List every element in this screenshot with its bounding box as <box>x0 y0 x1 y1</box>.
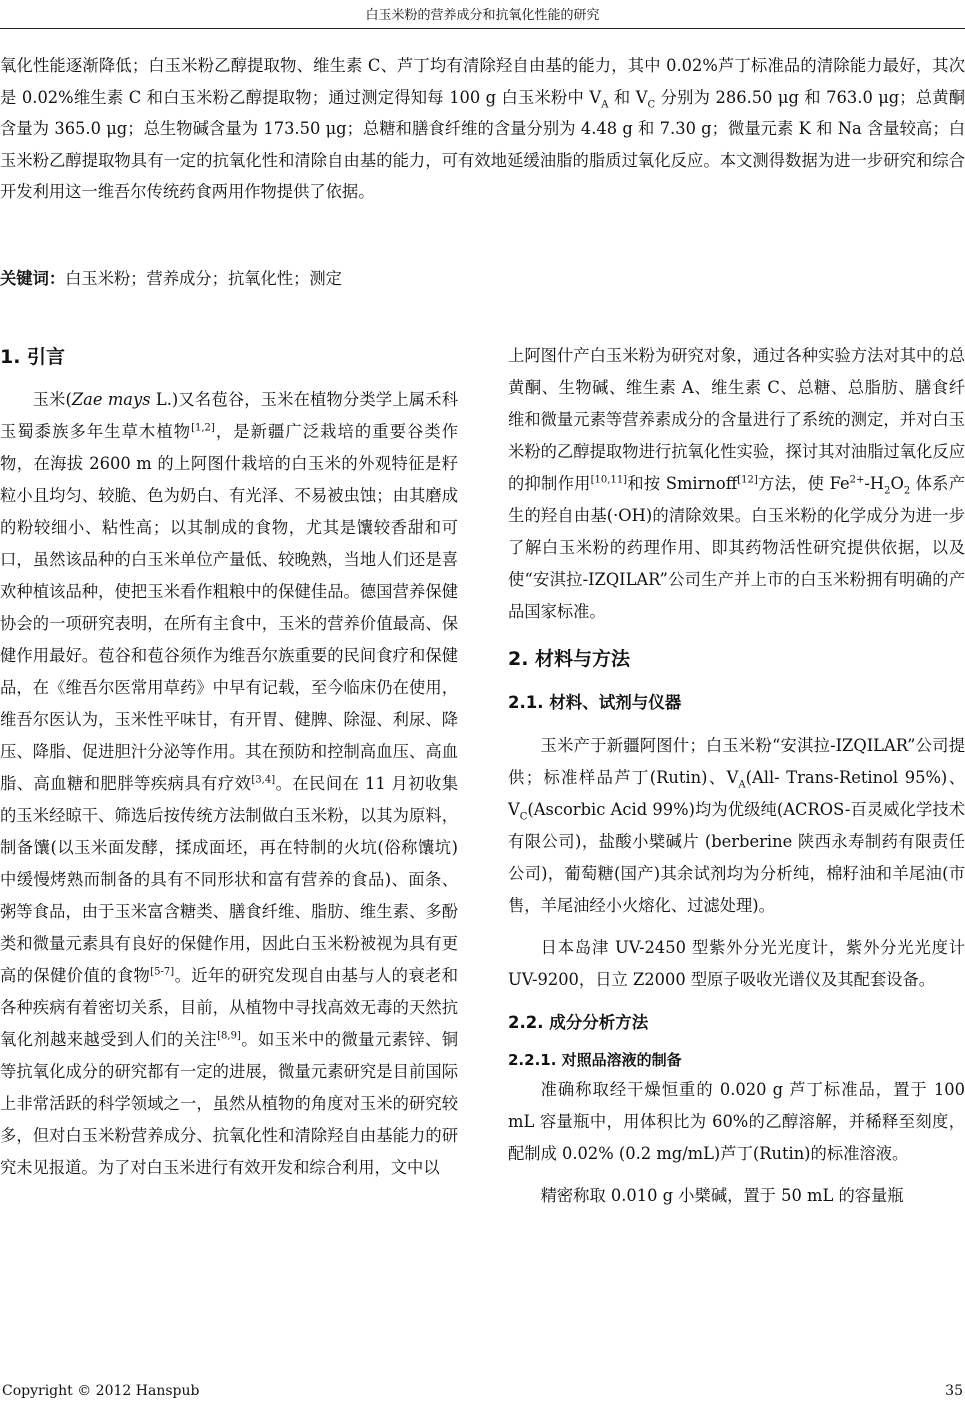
subscript: A <box>738 779 746 791</box>
intro-text-b: L.)又名苞谷，玉米在植物分类学上属禾科玉蜀黍族多年生草木植物 <box>0 390 458 441</box>
section-2-1-heading: 2.1. 材料、试剂与仪器 <box>508 693 682 712</box>
abstract-sub-c: C <box>647 98 656 110</box>
intro-cont-a: 上阿图什产白玉米粉为研究对象，通过各种实验方法对其中的总黄酮、生物碱、维生素 A、维生素 C、总糖、总脂肪、膳食纤维和微量元素等营养素成分的含量进行了系统的测定，并对白玉米粉的乙醇提取物进行抗氧化性实验，探讨其对油脂过氧化反应的抑制作用 <box>508 346 965 493</box>
intro-paragraph <box>0 384 458 1184</box>
citation: [1,2] <box>191 422 215 434</box>
abstract-text-1: 氧化性能逐渐降低；白玉米粉乙醇提取物、维生素 C、芦丁均有清除羟自由基的能力，其中 0.02%芦丁标准品的清除能力最好，其次是 0.02%维生素 C 和白玉米粉乙醇提取物；通过测定得知每 100 g 白玉米粉中 V <box>0 56 965 107</box>
intro-cont-d: -H <box>864 474 885 493</box>
copyright: Copyright © 2012 Hanspub <box>2 1383 200 1399</box>
page-number: 35 <box>945 1383 963 1399</box>
abstract-text-3: 分别为 286.50 μg 和 763.0 μg；总黄酮含量为 365.0 μg；总生物碱含量为 173.50 μg；总糖和膳食纤维的含量分别为 4.48 g 和 7.30 g；微量元素 K 和 Na 含量较高；白玉米粉乙醇提取物具有一定的抗氧化性和清除自由基的能力，可有效地延缓油脂的脂质过氧化反应。本文测得数据为进一步研究和综合开发利用这一维吾尔传统药食两用作物提供了依据。 <box>0 87 965 201</box>
materials-text-a: 玉米产于新疆阿图什；白玉米粉“安淇拉-IZQILAR”公司提供；标准样品芦丁(Rutin)、V <box>508 736 965 787</box>
right-column <box>508 340 965 1212</box>
header-rule <box>0 28 965 29</box>
keywords-text: 白玉米粉；营养成分；抗氧化性；测定 <box>65 269 342 288</box>
intro-text-f: 。如玉米中的微量元素锌、铜等抗氧化成分的研究都有一定的进展，微量元素研究是目前国际上非常活跃的科学领域之一，虽然从植物的角度对玉米的研究较多，但对白玉米粉营养成分、抗氧化性和清除羟自由基能力的研究未见报道。为了对白玉米进行有效开发和综合利用，文中以 <box>0 1030 458 1177</box>
running-title: 白玉米粉的营养成分和抗氧化性能的研究 <box>365 8 600 23</box>
subscript: 2 <box>884 485 891 497</box>
subscript: C <box>519 811 528 823</box>
keywords <box>0 264 965 294</box>
intro-cont-b: 和按 Smirnoff <box>627 474 738 493</box>
materials-text-b: (All- Trans-Retinol 95%)、V <box>508 768 965 819</box>
intro-text-d: 。在民间在 11 月初收集的玉米经晾干、筛选后按传统方法制做白玉米粉，以其为原料，制备馕(以玉米面发酵，揉成面坯，再在特制的火坑(俗称馕坑)中缓慢烤熟而制备的具有不同形状和富有营养的食品)、面条、粥等食品，由于玉米富含糖类、膳食纤维、脂肪、维生素、多酚类和微量元素具有良好的保健作用，因此白玉米粉被视为具有更高的保健价值的食物 <box>0 774 458 985</box>
citation: [8,9] <box>217 1030 241 1042</box>
section-1-heading: 1. 引言 <box>0 346 66 368</box>
abstract-continuation <box>0 50 965 208</box>
superscript: 2+ <box>849 474 865 486</box>
abstract-text-2: 和 V <box>608 87 648 107</box>
berberine-paragraph: 精密称取 0.010 g 小檗碱，置于 50 mL 的容量瓶 <box>540 1186 904 1205</box>
intro-cont-f: 体系产生的羟自由基(·OH)的清除效果。白玉米粉的化学成分为进一步了解白玉米粉的药理作用、即其药物活性研究提供依据，以及使“安淇拉-IZQILAR”公司生产并上市的白玉米粉拥有明确的产品国家标准。 <box>508 474 965 621</box>
intro-cont-e: O <box>890 474 904 493</box>
section-2-2-1-heading: 2.2.1. 对照品溶液的制备 <box>508 1051 682 1069</box>
intro-paragraph-continued <box>508 340 965 628</box>
citation: [12] <box>737 474 758 486</box>
intro-text-a: 玉米( <box>32 390 72 409</box>
materials-text-c: (Ascorbic Acid 99%)均为优级纯(ACROS-百灵威化学技术有限公司)，盐酸小檗碱片 (berberine 陕西永寿制药有限责任公司)，葡萄糖(国产)其余试剂均为分析纯，棉籽油和羊尾油(市售，羊尾油经小火熔化、过滤处理)。 <box>508 800 965 915</box>
intro-cont-c: 方法，使 Fe <box>757 474 850 493</box>
section-2-heading: 2. 材料与方法 <box>508 648 631 670</box>
abstract-sub-a: A <box>601 98 609 110</box>
subscript: 2 <box>903 485 911 497</box>
latin-name: Zae mays <box>71 390 151 409</box>
reference-solution-paragraph: 准确称取经干燥恒重的 0.020 g 芦丁标准品，置于 100 mL 容量瓶中，用体积比为 60%的乙醇溶解，并稀释至刻度，配制成 0.02% (0.2 mg/mL)芦丁(Rutin)的标准溶液。 <box>508 1080 965 1163</box>
intro-text-e: 。近年的研究发现自由基与人的衰老和各种疾病有着密切关系，目前，从植物中寻找高效无毒的天然抗氧化剂越来越受到人们的关注 <box>0 966 458 1049</box>
left-column <box>0 340 458 1184</box>
section-2-2-heading: 2.2. 成分分析方法 <box>508 1013 649 1032</box>
intro-text-c: ，是新疆广泛栽培的重要谷类作物，在海拔 2600 m 的上阿图什栽培的白玉米的外观特征是籽粒小且均匀、较脆、色为奶白、有光泽、不易被虫蚀；由其磨成的粉较细小、粘性高；以其制成的食物，尤其是馕较香甜和可口，虽然该品种的白玉米单位产量低、较晚熟，当地人们还是喜欢种植该品种，使把玉米看作粗粮中的保健佳品。德国营养保健协会的一项研究表明，在所有主食中，玉米的营养价值最高、保健作用最好。苞谷和苞谷须作为维吾尔族重要的民间食疗和保健品，在《维吾尔医常用草药》中早有记载，至今临床仍在使用，维吾尔医认为，玉米性平味甘，有开胃、健脾、除湿、利尿、降压、降脂、促进胆汁分泌等作用。其在预防和控制高血压、高血脂、高血糖和肥胖等疾病具有疗效 <box>0 422 458 793</box>
citation: [3,4] <box>251 774 276 786</box>
materials-paragraph <box>508 730 965 922</box>
citation: [10,11] <box>590 474 628 486</box>
keywords-label: 关键词： <box>0 269 66 288</box>
citation: [5-7] <box>150 966 175 978</box>
instruments-paragraph: 日本岛津 UV-2450 型紫外分光光度计，紫外分光光度计 UV-9200，日立 Z2000 型原子吸收光谱仪及其配套设备。 <box>508 938 965 989</box>
